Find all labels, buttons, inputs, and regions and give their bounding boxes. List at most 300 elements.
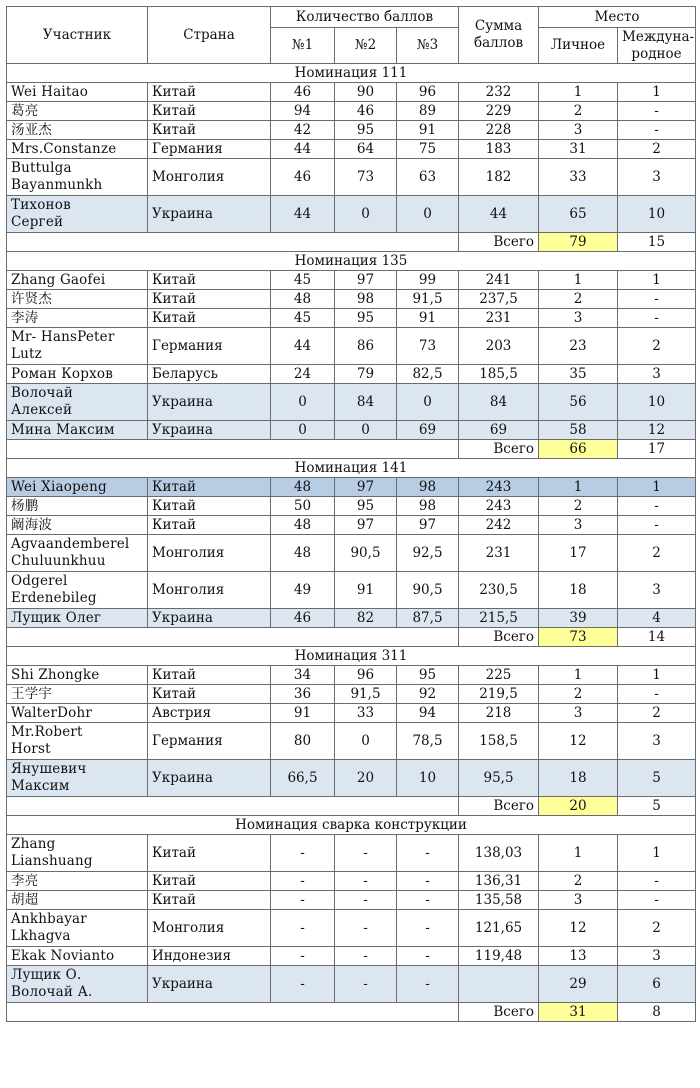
international-place-cell: - <box>618 309 696 328</box>
participant-cell <box>7 497 148 516</box>
header-participant: Участник <box>7 7 148 64</box>
participant-cell <box>7 572 148 609</box>
personal-place-cell: 17 <box>539 535 618 572</box>
participant-cell <box>7 704 148 723</box>
table-row[interactable] <box>7 271 696 290</box>
participant-name-line: Роман Корхов <box>11 365 114 382</box>
personal-place-cell: 18 <box>539 572 618 609</box>
international-place-cell: - <box>618 516 696 535</box>
participant-name-line: Тихонов <box>11 197 71 213</box>
country-cell: Китай <box>148 271 271 290</box>
table-row[interactable] <box>7 384 696 421</box>
sum-cell: 135,58 <box>459 891 539 910</box>
international-place-cell: 1 <box>618 478 696 497</box>
header-intl-line2: родное <box>631 45 682 62</box>
score-2-cell: 33 <box>335 704 397 723</box>
participant-name-line: 王学宇 <box>11 685 53 702</box>
sum-cell: 229 <box>459 102 539 121</box>
section-title: Номинация 135 <box>7 252 696 271</box>
personal-place-cell: 1 <box>539 835 618 872</box>
participant-cell <box>7 910 148 947</box>
score-3-cell: 92 <box>397 685 459 704</box>
personal-place-cell: 2 <box>539 685 618 704</box>
total-personal: 66 <box>539 440 618 459</box>
participant-name-line: Ekak Novianto <box>11 947 115 964</box>
table-row[interactable] <box>7 966 696 1003</box>
country-cell: Украина <box>148 384 271 421</box>
section-title-row <box>7 459 696 478</box>
participant-name-line: Lutz <box>11 346 42 362</box>
table-row[interactable] <box>7 497 696 516</box>
sum-cell: 203 <box>459 328 539 365</box>
total-spacer <box>7 440 459 459</box>
score-3-cell: 87,5 <box>397 609 459 628</box>
participant-cell <box>7 835 148 872</box>
score-1-cell: - <box>271 966 335 1003</box>
sum-cell: 84 <box>459 384 539 421</box>
international-place-cell: 6 <box>618 966 696 1003</box>
international-place-cell: 2 <box>618 328 696 365</box>
country-cell: Германия <box>148 328 271 365</box>
total-personal: 31 <box>539 1003 618 1022</box>
participant-cell <box>7 121 148 140</box>
section-title-row <box>7 647 696 666</box>
header-score-1: №1 <box>271 28 335 64</box>
personal-place-cell: 2 <box>539 102 618 121</box>
table-row[interactable] <box>7 535 696 572</box>
header-score-3: №3 <box>397 28 459 64</box>
international-place-cell: 3 <box>618 947 696 966</box>
score-1-cell: 44 <box>271 196 335 233</box>
table-row[interactable] <box>7 421 696 440</box>
country-cell: Китай <box>148 121 271 140</box>
table-row[interactable] <box>7 328 696 365</box>
participant-name-line: Buttulga <box>11 160 72 176</box>
participant-name-line: 杨鹏 <box>11 497 39 514</box>
sum-cell: 215,5 <box>459 609 539 628</box>
score-1-cell: - <box>271 872 335 891</box>
score-2-cell: 73 <box>335 159 397 196</box>
total-row <box>7 797 696 816</box>
participant-name-line: Lkhagva <box>11 928 71 944</box>
participant-cell <box>7 309 148 328</box>
table-row[interactable] <box>7 159 696 196</box>
country-cell: Китай <box>148 685 271 704</box>
sum-cell: 183 <box>459 140 539 159</box>
personal-place-cell: 3 <box>539 704 618 723</box>
score-3-cell: 98 <box>397 497 459 516</box>
participant-name-line: Волочай А. <box>11 984 93 1000</box>
table-row[interactable] <box>7 910 696 947</box>
participant-name-line: Shi Zhongke <box>11 666 100 683</box>
participant-cell <box>7 966 148 1003</box>
score-1-cell: - <box>271 947 335 966</box>
table-row[interactable] <box>7 685 696 704</box>
total-international: 17 <box>618 440 696 459</box>
personal-place-cell: 23 <box>539 328 618 365</box>
sum-cell: 243 <box>459 497 539 516</box>
table-row[interactable] <box>7 140 696 159</box>
international-place-cell: 10 <box>618 196 696 233</box>
score-2-cell: 90 <box>335 83 397 102</box>
participant-name-line: Odgerel <box>11 573 68 589</box>
participant-cell <box>7 102 148 121</box>
table-row[interactable] <box>7 290 696 309</box>
sum-cell: 228 <box>459 121 539 140</box>
score-2-cell: 95 <box>335 121 397 140</box>
score-2-cell: 91 <box>335 572 397 609</box>
sum-cell: 243 <box>459 478 539 497</box>
sum-cell: 44 <box>459 196 539 233</box>
score-1-cell: 0 <box>271 421 335 440</box>
international-place-cell: 2 <box>618 140 696 159</box>
score-3-cell: 63 <box>397 159 459 196</box>
personal-place-cell: 3 <box>539 891 618 910</box>
table-row[interactable] <box>7 835 696 872</box>
total-row <box>7 628 696 647</box>
section-title-row <box>7 252 696 271</box>
table-row[interactable] <box>7 666 696 685</box>
score-3-cell: 82,5 <box>397 365 459 384</box>
country-cell: Германия <box>148 140 271 159</box>
score-3-cell: - <box>397 947 459 966</box>
participant-name-line: Erdenebileg <box>11 590 97 606</box>
country-cell: Китай <box>148 516 271 535</box>
table-row[interactable] <box>7 872 696 891</box>
score-1-cell: - <box>271 835 335 872</box>
score-2-cell: 96 <box>335 666 397 685</box>
sum-cell: 185,5 <box>459 365 539 384</box>
international-place-cell: 3 <box>618 159 696 196</box>
total-international: 8 <box>618 1003 696 1022</box>
score-1-cell: 48 <box>271 535 335 572</box>
score-1-cell: 48 <box>271 516 335 535</box>
header-country: Страна <box>148 7 271 64</box>
section-title: Номинация сварка конструкции <box>7 816 696 835</box>
table-row[interactable] <box>7 516 696 535</box>
country-cell: Беларусь <box>148 365 271 384</box>
participant-name-line: Лущик О. <box>11 967 82 983</box>
country-cell: Монголия <box>148 910 271 947</box>
participant-cell <box>7 609 148 628</box>
participant-name-line: Agvaandemberel <box>11 536 130 552</box>
sum-cell <box>459 966 539 1003</box>
header-scores: Количество баллов <box>271 7 459 28</box>
participant-cell <box>7 421 148 440</box>
participant-cell <box>7 535 148 572</box>
international-place-cell: - <box>618 685 696 704</box>
score-2-cell: 84 <box>335 384 397 421</box>
participant-name-line: Янушевич <box>11 761 87 777</box>
participant-cell <box>7 760 148 797</box>
personal-place-cell: 29 <box>539 966 618 1003</box>
score-2-cell: 0 <box>335 196 397 233</box>
header-score-2: №2 <box>335 28 397 64</box>
score-2-cell: 79 <box>335 365 397 384</box>
score-3-cell: 91 <box>397 309 459 328</box>
international-place-cell: 1 <box>618 835 696 872</box>
country-cell: Украина <box>148 421 271 440</box>
international-place-cell: 3 <box>618 365 696 384</box>
participant-cell <box>7 365 148 384</box>
score-1-cell: 91 <box>271 704 335 723</box>
personal-place-cell: 58 <box>539 421 618 440</box>
personal-place-cell: 1 <box>539 271 618 290</box>
participant-name-line: Mr- HansPeter <box>11 329 115 345</box>
section-title: Номинация 141 <box>7 459 696 478</box>
international-place-cell: - <box>618 891 696 910</box>
table-row[interactable] <box>7 309 696 328</box>
header-international <box>618 28 696 64</box>
section-title-row <box>7 816 696 835</box>
international-place-cell: 1 <box>618 83 696 102</box>
score-3-cell: 92,5 <box>397 535 459 572</box>
score-1-cell: 45 <box>271 309 335 328</box>
country-cell: Китай <box>148 83 271 102</box>
total-international: 5 <box>618 797 696 816</box>
header-intl-line1: Междуна- <box>622 28 695 45</box>
personal-place-cell: 39 <box>539 609 618 628</box>
sum-cell: 231 <box>459 535 539 572</box>
participant-name-line: Lianshuang <box>11 853 93 869</box>
personal-place-cell: 1 <box>539 83 618 102</box>
participant-name-line: Wei Xiaopeng <box>11 478 107 495</box>
sum-cell: 182 <box>459 159 539 196</box>
score-3-cell: 91 <box>397 121 459 140</box>
international-place-cell: 2 <box>618 535 696 572</box>
country-cell: Китай <box>148 478 271 497</box>
score-3-cell: 95 <box>397 666 459 685</box>
international-place-cell: - <box>618 872 696 891</box>
personal-place-cell: 3 <box>539 121 618 140</box>
participant-cell <box>7 83 148 102</box>
table-row[interactable] <box>7 572 696 609</box>
participant-name-line: Ankhbayar <box>11 911 87 927</box>
total-personal: 79 <box>539 233 618 252</box>
score-2-cell: 95 <box>335 497 397 516</box>
header-sum-line1: Сумма <box>474 18 523 34</box>
country-cell: Монголия <box>148 535 271 572</box>
score-3-cell: 69 <box>397 421 459 440</box>
participant-name-line: Волочай <box>11 385 74 401</box>
personal-place-cell: 3 <box>539 516 618 535</box>
score-1-cell: 94 <box>271 102 335 121</box>
personal-place-cell: 65 <box>539 196 618 233</box>
score-3-cell: - <box>397 966 459 1003</box>
participant-name-line: Mr.Robert <box>11 724 83 740</box>
table-row[interactable] <box>7 478 696 497</box>
score-1-cell: 80 <box>271 723 335 760</box>
table-row[interactable] <box>7 121 696 140</box>
international-place-cell: - <box>618 121 696 140</box>
participant-cell <box>7 140 148 159</box>
section-title-row <box>7 64 696 83</box>
score-2-cell: 82 <box>335 609 397 628</box>
participant-cell <box>7 723 148 760</box>
total-spacer <box>7 628 459 647</box>
score-1-cell: 45 <box>271 271 335 290</box>
score-2-cell: 0 <box>335 421 397 440</box>
table-row[interactable] <box>7 196 696 233</box>
total-label: Всего <box>459 440 539 459</box>
international-place-cell: 3 <box>618 572 696 609</box>
participant-name-line: 阚海波 <box>11 516 53 533</box>
country-cell: Китай <box>148 309 271 328</box>
total-row <box>7 233 696 252</box>
personal-place-cell: 56 <box>539 384 618 421</box>
score-3-cell: 99 <box>397 271 459 290</box>
score-3-cell: 75 <box>397 140 459 159</box>
participant-name-line: Сергей <box>11 214 64 230</box>
table-row[interactable] <box>7 723 696 760</box>
participant-name-line: Максим <box>11 778 70 794</box>
international-place-cell: 5 <box>618 760 696 797</box>
score-1-cell: - <box>271 891 335 910</box>
participant-cell <box>7 271 148 290</box>
sum-cell: 69 <box>459 421 539 440</box>
score-1-cell: 48 <box>271 478 335 497</box>
sum-cell: 231 <box>459 309 539 328</box>
total-label: Всего <box>459 1003 539 1022</box>
score-3-cell: - <box>397 835 459 872</box>
score-1-cell: 0 <box>271 384 335 421</box>
score-1-cell: 24 <box>271 365 335 384</box>
score-2-cell: 91,5 <box>335 685 397 704</box>
sum-cell: 230,5 <box>459 572 539 609</box>
participant-name-line: Zhang Gaofei <box>11 271 106 288</box>
sum-cell: 219,5 <box>459 685 539 704</box>
participant-cell <box>7 947 148 966</box>
score-2-cell: 20 <box>335 760 397 797</box>
total-international: 15 <box>618 233 696 252</box>
table-row[interactable] <box>7 704 696 723</box>
international-place-cell: 1 <box>618 271 696 290</box>
score-3-cell: 94 <box>397 704 459 723</box>
total-label: Всего <box>459 797 539 816</box>
results-table <box>6 6 696 1022</box>
international-place-cell: 4 <box>618 609 696 628</box>
participant-name-line: Chuluunkhuu <box>11 553 106 569</box>
participant-name-line: Мина Максим <box>11 421 115 438</box>
international-place-cell: - <box>618 497 696 516</box>
personal-place-cell: 18 <box>539 760 618 797</box>
country-cell: Украина <box>148 196 271 233</box>
score-1-cell: 46 <box>271 609 335 628</box>
total-label: Всего <box>459 233 539 252</box>
total-spacer <box>7 797 459 816</box>
participant-cell <box>7 196 148 233</box>
score-3-cell: - <box>397 872 459 891</box>
score-2-cell: - <box>335 872 397 891</box>
header-personal: Личное <box>539 28 618 64</box>
personal-place-cell: 12 <box>539 910 618 947</box>
table-row[interactable] <box>7 102 696 121</box>
participant-name-line: 汤亚杰 <box>11 121 53 138</box>
participant-name-line: WalterDohr <box>11 704 93 721</box>
header-sum-line2: баллов <box>473 35 524 51</box>
score-3-cell: 10 <box>397 760 459 797</box>
sum-cell: 237,5 <box>459 290 539 309</box>
total-row <box>7 1003 696 1022</box>
table-row[interactable] <box>7 760 696 797</box>
score-1-cell: 46 <box>271 83 335 102</box>
total-personal: 73 <box>539 628 618 647</box>
score-2-cell: 46 <box>335 102 397 121</box>
total-spacer <box>7 233 459 252</box>
personal-place-cell: 2 <box>539 872 618 891</box>
personal-place-cell: 13 <box>539 947 618 966</box>
score-3-cell: 98 <box>397 478 459 497</box>
country-cell: Германия <box>148 723 271 760</box>
score-1-cell: 34 <box>271 666 335 685</box>
score-2-cell: 64 <box>335 140 397 159</box>
participant-name-line: 李涛 <box>11 309 39 326</box>
participant-name-line: Zhang <box>11 836 56 852</box>
score-1-cell: 46 <box>271 159 335 196</box>
personal-place-cell: 1 <box>539 666 618 685</box>
section-title: Номинация 111 <box>7 64 696 83</box>
sum-cell: 225 <box>459 666 539 685</box>
country-cell: Монголия <box>148 159 271 196</box>
participant-name-line: Bayanmunkh <box>11 177 103 193</box>
score-3-cell: 91,5 <box>397 290 459 309</box>
country-cell: Китай <box>148 102 271 121</box>
participant-cell <box>7 872 148 891</box>
country-cell: Китай <box>148 290 271 309</box>
international-place-cell: 10 <box>618 384 696 421</box>
table-row[interactable] <box>7 891 696 910</box>
table-row[interactable] <box>7 947 696 966</box>
country-cell: Китай <box>148 835 271 872</box>
score-2-cell: 97 <box>335 478 397 497</box>
score-2-cell: - <box>335 835 397 872</box>
table-row[interactable] <box>7 365 696 384</box>
participant-cell <box>7 516 148 535</box>
table-row[interactable] <box>7 609 696 628</box>
score-3-cell: 89 <box>397 102 459 121</box>
international-place-cell: 2 <box>618 910 696 947</box>
score-2-cell: 86 <box>335 328 397 365</box>
sum-cell: 242 <box>459 516 539 535</box>
sum-cell: 158,5 <box>459 723 539 760</box>
score-1-cell: 42 <box>271 121 335 140</box>
score-3-cell: 0 <box>397 196 459 233</box>
score-2-cell: 97 <box>335 516 397 535</box>
international-place-cell: 12 <box>618 421 696 440</box>
total-label: Всего <box>459 628 539 647</box>
international-place-cell: - <box>618 102 696 121</box>
participant-cell <box>7 666 148 685</box>
header-sum <box>459 7 539 64</box>
table-row[interactable] <box>7 83 696 102</box>
participant-name-line: 许贤杰 <box>11 290 53 307</box>
personal-place-cell: 12 <box>539 723 618 760</box>
participant-name-line: 葛亮 <box>11 102 39 119</box>
country-cell: Китай <box>148 891 271 910</box>
sum-cell: 95,5 <box>459 760 539 797</box>
score-1-cell: 66,5 <box>271 760 335 797</box>
sum-cell: 241 <box>459 271 539 290</box>
personal-place-cell: 3 <box>539 309 618 328</box>
section-title: Номинация 311 <box>7 647 696 666</box>
international-place-cell: 1 <box>618 666 696 685</box>
sum-cell: 121,65 <box>459 910 539 947</box>
participant-cell <box>7 384 148 421</box>
total-international: 14 <box>618 628 696 647</box>
personal-place-cell: 2 <box>539 497 618 516</box>
personal-place-cell: 33 <box>539 159 618 196</box>
score-1-cell: 44 <box>271 140 335 159</box>
